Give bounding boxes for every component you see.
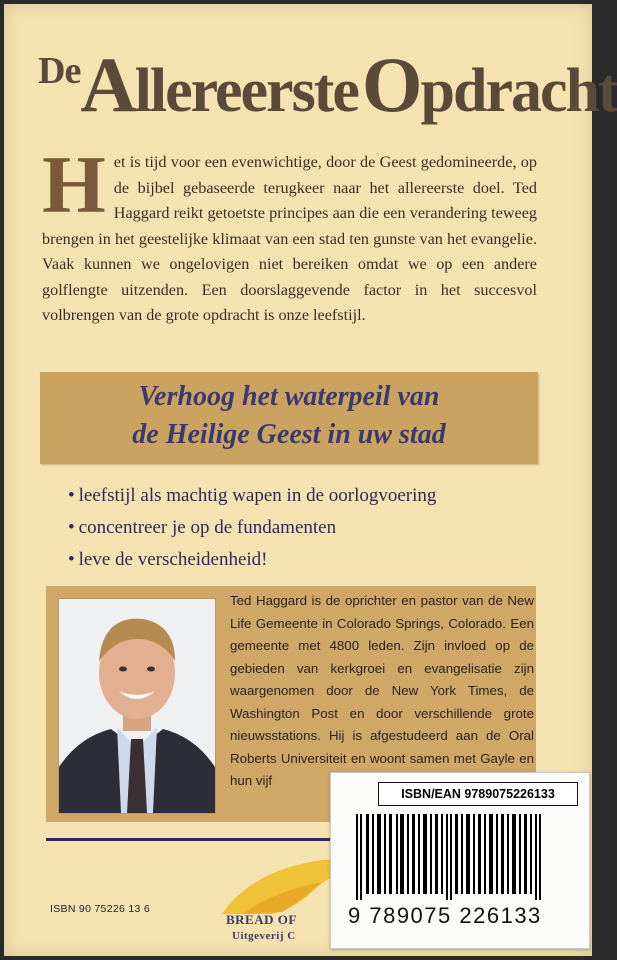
title-word-opdracht: pdracht xyxy=(420,57,617,125)
list-item-text: leefstijl als machtig wapen in de oorlogvoering xyxy=(78,485,437,506)
list-item-text: leve de verscheidenheid! xyxy=(78,549,268,570)
barcode-icon xyxy=(346,814,578,902)
drop-cap: H xyxy=(42,139,106,230)
isbn-text: ISBN 90 75226 13 6 xyxy=(50,903,150,915)
list-item xyxy=(68,544,538,576)
feature-list xyxy=(68,480,538,576)
list-item xyxy=(68,480,538,512)
bullet-dot-icon: • xyxy=(68,517,75,538)
bullet-dot-icon: • xyxy=(68,485,75,506)
list-item xyxy=(68,512,538,544)
publisher-subtitle: Uitgeverij C xyxy=(232,930,296,942)
author-photo xyxy=(58,598,216,814)
intro-text: et is tijd voor een evenwichtige, door de Geest gedomineerde, op de bijbel gebaseerde terugkeer naar het allereerste doel. Ted Haggard reikt getoetste principes aan die een verandering teweeg brengen in het geestelijke klimaat van een stad ten gunste van het evangelie. Vaak kunnen we ongelovigen niet bereiken omdat we op een andere golflengte uitzenden. Een doorslaggevende factor in het succesvol volbrengen van de grote opdracht is onze leefstijl. xyxy=(42,153,537,324)
bullet-dot-icon: • xyxy=(68,549,75,570)
title-cap-a: A xyxy=(80,41,135,128)
book-title xyxy=(38,40,617,140)
list-item-text: concentreer je op de fundamenten xyxy=(78,517,337,538)
tagline-line-2: de Heilige Geest in uw stad xyxy=(132,419,446,450)
intro-paragraph xyxy=(42,139,537,329)
title-word-allereerste: llereerste xyxy=(134,57,358,125)
author-portrait-icon xyxy=(59,599,215,813)
divider-line xyxy=(46,838,376,841)
tagline-banner xyxy=(40,372,538,464)
tagline-line-1: Verhoog het waterpeil van xyxy=(138,381,440,412)
title-cap-o: O xyxy=(361,41,421,128)
title-word-de: De xyxy=(38,50,81,92)
publisher-name: BREAD OF xyxy=(226,912,297,927)
barcode-digits: 9 789075 226133 xyxy=(348,903,542,928)
isbn-ean-label: ISBN/EAN 9789075226133 xyxy=(378,782,578,806)
author-bio: Ted Haggard is de oprichter en pastor van de New Life Gemeente in Colorado Springs, Colorado. Een gemeente met 4800 leden. Zijn invloed op de gebieden van kerkgroei en evangelisatie zijn waargenomen door de New York Times, de Washington Post en door verschillende grote nieuwsstations. Hij is afgestudeerd aan de Oral Roberts Universiteit en woont samen met Gayle en hun vijf xyxy=(230,593,534,788)
